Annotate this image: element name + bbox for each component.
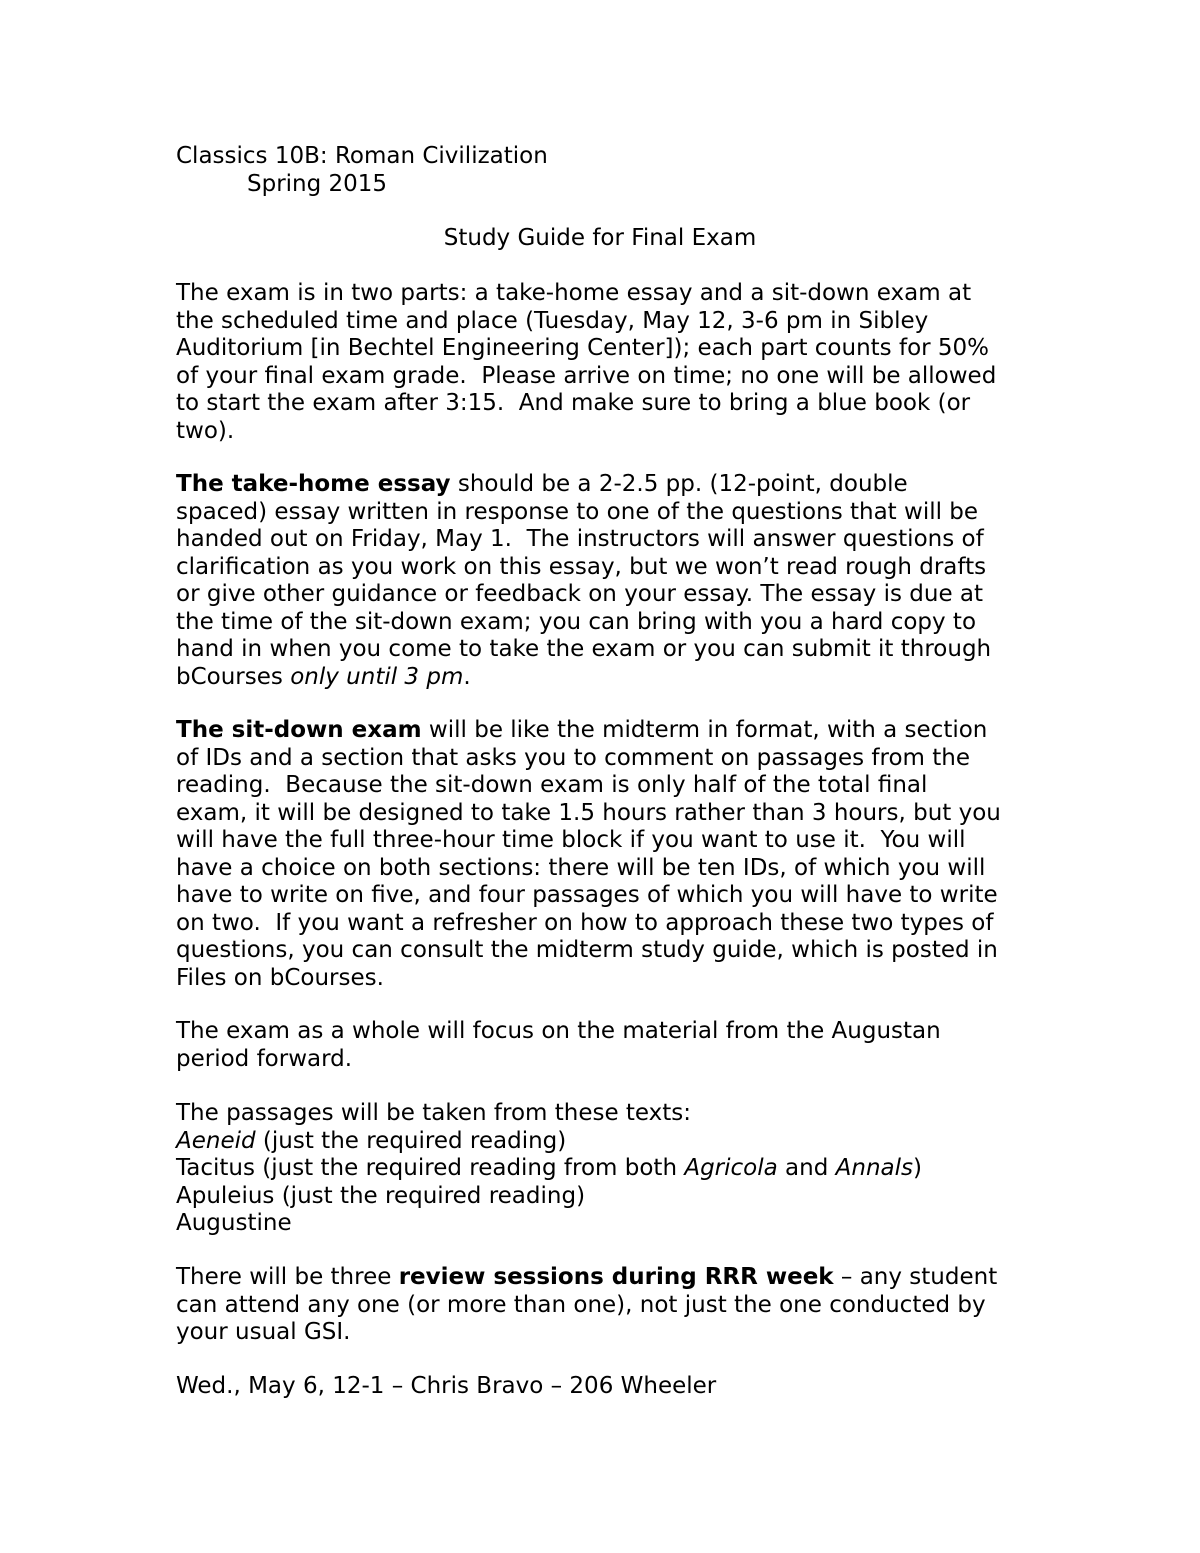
aeneid-title: Aeneid — [176, 1127, 256, 1154]
tacitus-text: Tacitus (just the required reading from both — [176, 1155, 685, 1181]
agricola-title: Agricola — [684, 1155, 778, 1181]
review-emphasis: review sessions during RRR week — [398, 1264, 834, 1290]
review-rest: – any student — [833, 1264, 998, 1290]
take-home-last-line — [176, 664, 1026, 692]
take-home-line: or give other guidance or feedback on your essay. The essay is due at — [176, 581, 984, 607]
sit-down-line: will have the full three-hour time block if you want to use it. You will — [176, 827, 966, 853]
list-item: Augustine — [176, 1210, 292, 1236]
take-home-line: clarification as you work on this essay, but we won’t read rough drafts — [176, 553, 987, 580]
take-home-heading: The take-home essay — [176, 471, 451, 497]
focus-line: period forward. — [176, 1045, 353, 1072]
focus-paragraph — [176, 1018, 1026, 1073]
review-lead: There will be three — [176, 1264, 399, 1290]
take-home-paragraph — [176, 471, 1026, 691]
take-home-line: handed out on Friday, May 1. The instructors will answer questions of — [176, 526, 984, 552]
intro-line: The exam is in two parts: a take-home essay and a sit-down exam at — [176, 280, 972, 306]
annals-title: Annals — [835, 1155, 913, 1181]
page-title: Study Guide for Final Exam — [443, 225, 757, 251]
sit-down-line: exam, it will be designed to take 1.5 hours rather than 3 hours, but you — [176, 799, 1001, 826]
sit-down-line: have a choice on both sections: there will be ten IDs, of which you will — [176, 854, 986, 881]
sit-down-line: reading. Because the sit-down exam is only half of the total final — [176, 772, 928, 798]
sit-down-line: have to write on five, and four passages of which you will have to write — [176, 882, 998, 908]
course-title: Classics 10B: Roman Civilization — [176, 143, 548, 169]
session-item: Wed., May 6, 12-1 – Chris Bravo – 206 Wheeler — [176, 1373, 717, 1399]
tacitus-and: and — [777, 1155, 836, 1181]
take-home-line-rest: should be a 2-2.5 pp. (12-point, double — [450, 471, 908, 497]
intro-line: of your final exam grade. Please arrive on time; no one will be allowed — [176, 362, 997, 389]
review-line: your usual GSI. — [176, 1319, 351, 1345]
take-home-last-plain: bCourses — [176, 663, 291, 690]
take-home-last-end: . — [463, 663, 471, 690]
take-home-line: the time of the sit-down exam; you can bring with you a hard copy to — [176, 608, 977, 635]
tacitus-end: ) — [913, 1155, 922, 1181]
sit-down-line: Files on bCourses. — [176, 964, 384, 991]
focus-line: The exam as a whole will focus on the material from the Augustan — [176, 1018, 941, 1044]
list-item — [176, 1155, 1026, 1183]
intro-paragraph — [176, 280, 1026, 445]
review-line: can attend any one (or more than one), not just the one conducted by — [176, 1291, 986, 1318]
review-first-line — [176, 1264, 1026, 1292]
sessions-list — [176, 1373, 1026, 1401]
list-item: Apuleius (just the required reading) — [176, 1182, 586, 1209]
take-home-line: hand in when you come to take the exam or you can submit it through — [176, 636, 992, 662]
deadline-emphasis: only until 3 pm — [290, 663, 464, 690]
passages-intro: The passages will be taken from these texts: — [176, 1100, 692, 1126]
intro-line: two). — [176, 417, 235, 444]
take-home-first-line — [176, 471, 1026, 499]
sit-down-line: of IDs and a section that asks you to comment on passages from the — [176, 744, 971, 771]
sit-down-line-rest: will be like the midterm in format, with a section — [421, 717, 988, 743]
term-label: Spring 2015 — [247, 171, 388, 197]
sit-down-heading: The sit-down exam — [176, 717, 422, 743]
passages-list — [176, 1100, 1026, 1238]
sit-down-paragraph — [176, 717, 1026, 992]
sit-down-first-line — [176, 717, 1026, 745]
list-item — [176, 1128, 1026, 1156]
aeneid-note: (just the required reading) — [255, 1127, 567, 1154]
review-paragraph — [176, 1264, 1026, 1347]
intro-line: Auditorium [in Bechtel Engineering Center]); each part counts for 50% — [176, 335, 990, 361]
intro-line: to start the exam after 3:15. And make sure to bring a blue book (or — [176, 390, 971, 416]
sit-down-line: questions, you can consult the midterm study guide, which is posted in — [176, 937, 998, 963]
intro-line: the scheduled time and place (Tuesday, May 12, 3-6 pm in Sibley — [176, 307, 929, 334]
sit-down-line: on two. If you want a refresher on how to approach these two types of — [176, 909, 994, 936]
take-home-line: spaced) essay written in response to one of the questions that will be — [176, 498, 979, 525]
